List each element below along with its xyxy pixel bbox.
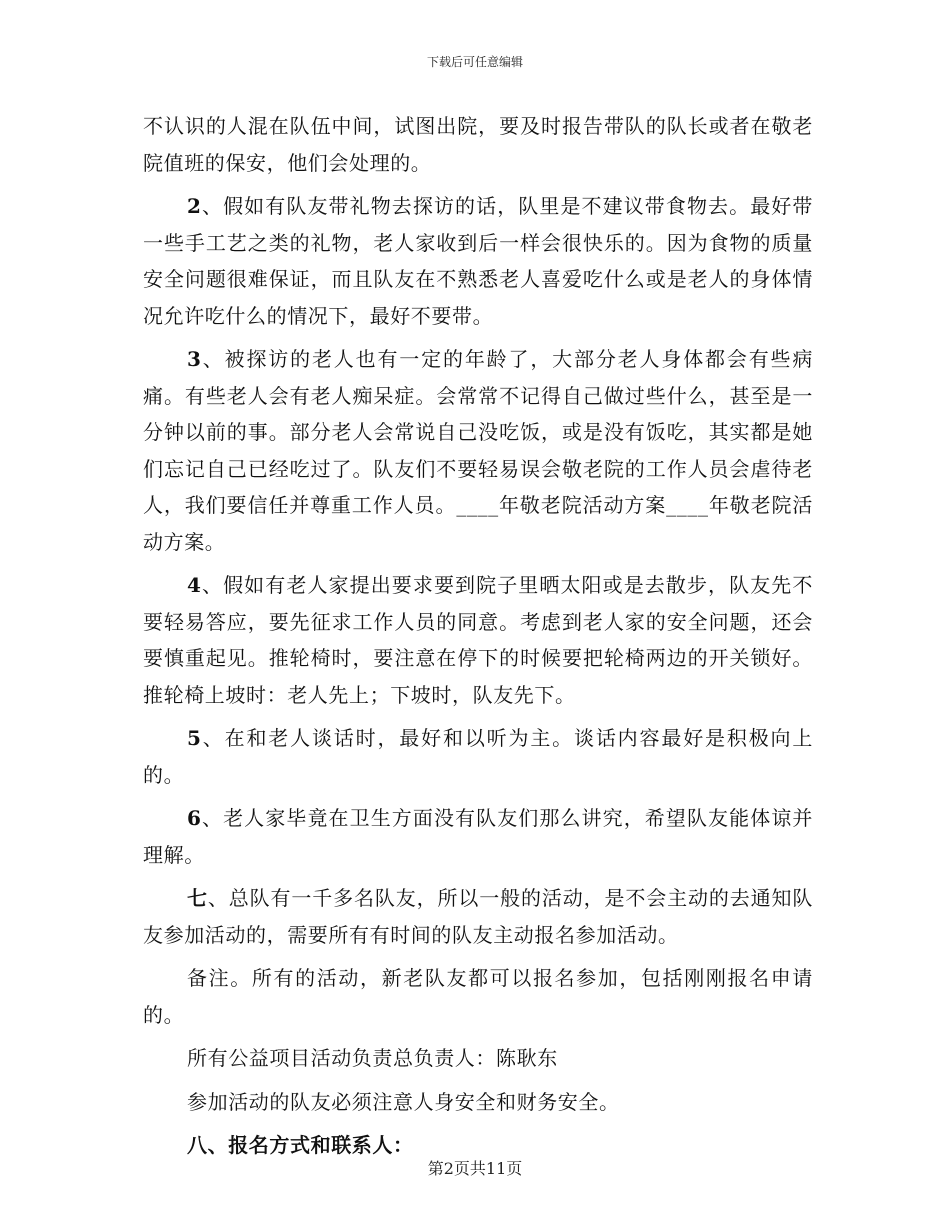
item-number: 5: [187, 726, 202, 750]
item-number: 3: [187, 347, 202, 371]
section-number: 七: [187, 886, 208, 910]
paragraph-item-5: 5、在和老人谈话时，最好和以听为主。谈话内容最好是积极向上的。: [143, 726, 813, 787]
page-header: 下载后可任意编辑: [426, 55, 523, 69]
document-body: [143, 108, 813, 1171]
paragraph-item-2: 2、假如有队友带礼物去探访的话，队里是不建议带食物去。最好带一些手工艺之类的礼物，老人家收到后一样会很快乐的。因为食物的质量安全问题很难保证，而且队友在不熟悉老人喜爱吃什么或是老人的身体情况允许吃什么的情况下，最好不要带。: [143, 194, 813, 328]
paragraph-item-6: 6、老人家毕竟在卫生方面没有队友们那么讲究，希望队友能体谅并理解。: [143, 806, 813, 867]
section-heading-8: 八、报名方式和联系人：: [187, 1133, 414, 1157]
paragraph-continuation: 不认识的人混在队伍中间，试图出院，要及时报告带队的队长或者在敬老院值班的保安，他们会处理的。: [143, 114, 813, 175]
item-number: 4: [187, 573, 202, 597]
page-footer: 第2页共11页: [427, 1159, 523, 1178]
paragraph-section-7: 七、总队有一千多名队友，所以一般的活动，是不会主动的去通知队友参加活动的，需要所有有时间的队友主动报名参加活动。: [143, 886, 813, 947]
paragraph-item-4: 4、假如有老人家提出要求要到院子里晒太阳或是去散步，队友先不要轻易答应，要先征求工作人员的同意。考虑到老人家的安全问题，还会要慎重起见。推轮椅时，要注意在停下的时候要把轮椅两边的开关锁好。推轮椅上坡时：老人先上；下坡时，队友先下。: [143, 573, 813, 707]
item-number: 6: [187, 806, 202, 830]
paragraph-item-3: 3、被探访的老人也有一定的年龄了，大部分老人身体都会有些病痛。有些老人会有老人痴呆症。会常常不记得自己做过些什么，甚至是一分钟以前的事。部分老人会常说自己没吃饭，或是没有饭吃，其实都是她们忘记自己已经吃过了。队友们不要轻易误会敬老院的工作人员会虐待老人，我们要信任并尊重工作人员。____年敬老院活动方案____年敬老院活动方案。: [143, 347, 813, 554]
safety-note: 参加活动的队友必须注意人身安全和财务安全。: [187, 1089, 620, 1114]
paragraph-remark: 备注。所有的活动，新老队友都可以报名参加，包括刚刚报名申请的。: [143, 966, 813, 1027]
item-number: 2: [187, 194, 202, 218]
responsible-person-line: 所有公益项目活动负责总负责人：陈耿东: [187, 1046, 558, 1070]
